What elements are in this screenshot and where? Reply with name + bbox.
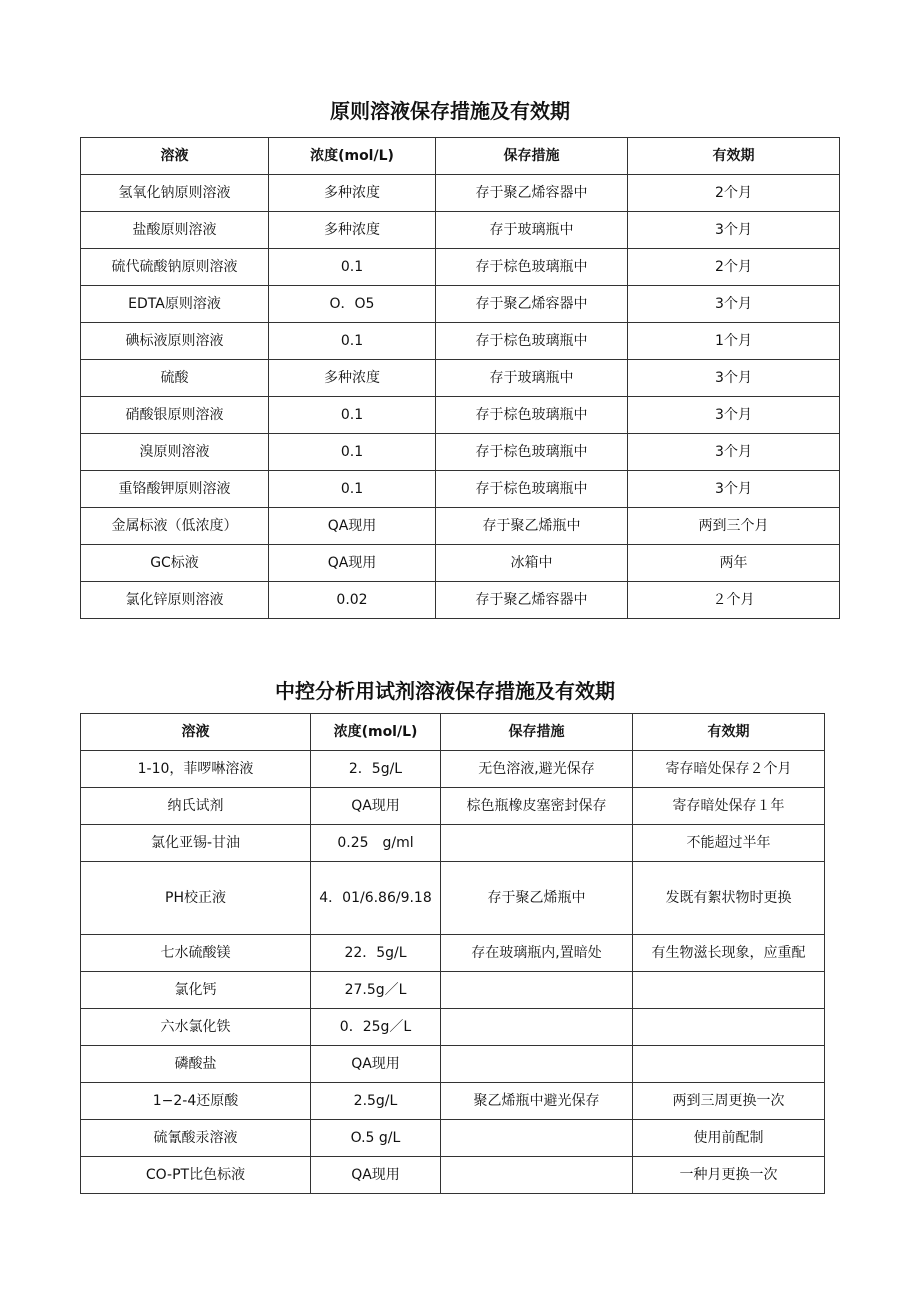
cell-solution: 氯化锌原则溶液 — [81, 582, 269, 619]
cell-storage: 存于聚乙烯容器中 — [436, 175, 628, 212]
cell-storage: 存于聚乙烯瓶中 — [441, 862, 633, 935]
cell-concentration: QA现用 — [311, 788, 441, 825]
cell-solution: 氯化亚锡-甘油 — [81, 825, 311, 862]
table-row — [81, 471, 840, 508]
cell-validity: 两到三周更换一次 — [633, 1083, 825, 1120]
table-row — [81, 545, 840, 582]
cell-storage: 存于棕色玻璃瓶中 — [436, 471, 628, 508]
cell-concentration: 22．5g/L — [311, 935, 441, 972]
table-row — [81, 1083, 825, 1120]
cell-validity: 使用前配制 — [633, 1120, 825, 1157]
table1-title: 原则溶液保存措施及有效期 — [330, 99, 570, 123]
cell-solution: GC标液 — [81, 545, 269, 582]
cell-validity: 两到三个月 — [628, 508, 840, 545]
cell-solution: CO-PT比色标液 — [81, 1157, 311, 1194]
cell-concentration: 多种浓度 — [269, 175, 436, 212]
header-storage: 保存措施 — [441, 714, 633, 751]
cell-concentration: 0.1 — [269, 323, 436, 360]
cell-concentration: 0.1 — [269, 471, 436, 508]
cell-concentration: O.5 g/L — [311, 1120, 441, 1157]
cell-validity: ２个月 — [628, 582, 840, 619]
cell-storage: 存于玻璃瓶中 — [436, 360, 628, 397]
cell-storage: 存于聚乙烯瓶中 — [436, 508, 628, 545]
cell-validity: 2个月 — [628, 175, 840, 212]
header-row — [81, 138, 840, 175]
table-row — [81, 175, 840, 212]
cell-solution: 纳氏试剂 — [81, 788, 311, 825]
cell-solution: 金属标液（低浓度） — [81, 508, 269, 545]
cell-concentration: 2.5g/L — [311, 1083, 441, 1120]
cell-storage — [441, 1009, 633, 1046]
cell-storage: 聚乙烯瓶中避光保存 — [441, 1083, 633, 1120]
cell-solution: 氢氧化钠原则溶液 — [81, 175, 269, 212]
cell-validity: 寄存暗处保存１年 — [633, 788, 825, 825]
table-row — [81, 862, 825, 935]
cell-storage: 存于玻璃瓶中 — [436, 212, 628, 249]
header-concentration: 浓度(mol/L) — [311, 714, 441, 751]
table-row — [81, 249, 840, 286]
cell-concentration: 0.25 g/ml — [311, 825, 441, 862]
reagent-solution-table — [80, 713, 825, 1194]
table-row — [81, 434, 840, 471]
cell-validity: 不能超过半年 — [633, 825, 825, 862]
cell-concentration: 多种浓度 — [269, 360, 436, 397]
table-row — [81, 1009, 825, 1046]
cell-solution: 1−2-4还原酸 — [81, 1083, 311, 1120]
cell-storage — [441, 1157, 633, 1194]
cell-solution: 重铬酸钾原则溶液 — [81, 471, 269, 508]
cell-concentration: QA现用 — [269, 508, 436, 545]
cell-solution: 1-10，菲啰啉溶液 — [81, 751, 311, 788]
table-row — [81, 1120, 825, 1157]
cell-storage — [441, 1120, 633, 1157]
table-row — [81, 825, 825, 862]
cell-validity: 1个月 — [628, 323, 840, 360]
cell-validity: 3个月 — [628, 286, 840, 323]
standard-solution-table — [80, 137, 840, 619]
cell-validity — [633, 1009, 825, 1046]
cell-validity: 3个月 — [628, 212, 840, 249]
cell-validity: 3个月 — [628, 434, 840, 471]
cell-validity: 一种月更换一次 — [633, 1157, 825, 1194]
cell-solution: 硫氰酸汞溶液 — [81, 1120, 311, 1157]
cell-concentration: O．O5 — [269, 286, 436, 323]
cell-concentration: QA现用 — [269, 545, 436, 582]
cell-concentration: 0.1 — [269, 434, 436, 471]
header-storage: 保存措施 — [436, 138, 628, 175]
header-validity: 有效期 — [628, 138, 840, 175]
cell-storage: 棕色瓶橡皮塞密封保存 — [441, 788, 633, 825]
cell-solution: 七水硫酸镁 — [81, 935, 311, 972]
cell-solution: EDTA原则溶液 — [81, 286, 269, 323]
cell-solution: 硫代硫酸钠原则溶液 — [81, 249, 269, 286]
cell-storage: 存于棕色玻璃瓶中 — [436, 434, 628, 471]
header-concentration: 浓度(mol/L) — [269, 138, 436, 175]
cell-storage — [441, 1046, 633, 1083]
table-row — [81, 972, 825, 1009]
header-solution: 溶液 — [81, 138, 269, 175]
cell-concentration: QA现用 — [311, 1046, 441, 1083]
cell-storage: 存于棕色玻璃瓶中 — [436, 249, 628, 286]
cell-concentration: 0.02 — [269, 582, 436, 619]
cell-storage: 存于聚乙烯容器中 — [436, 286, 628, 323]
cell-storage — [441, 972, 633, 1009]
cell-validity: 两年 — [628, 545, 840, 582]
cell-solution: 盐酸原则溶液 — [81, 212, 269, 249]
cell-storage: 存于棕色玻璃瓶中 — [436, 323, 628, 360]
header-solution: 溶液 — [81, 714, 311, 751]
cell-storage: 存于棕色玻璃瓶中 — [436, 397, 628, 434]
table-row — [81, 935, 825, 972]
cell-concentration: 27.5g／L — [311, 972, 441, 1009]
table-row — [81, 582, 840, 619]
cell-storage: 冰箱中 — [436, 545, 628, 582]
cell-validity — [633, 1046, 825, 1083]
table-row — [81, 397, 840, 434]
table-row — [81, 1046, 825, 1083]
cell-storage: 存在玻璃瓶内,置暗处 — [441, 935, 633, 972]
cell-solution: 碘标液原则溶液 — [81, 323, 269, 360]
cell-solution: 硝酸银原则溶液 — [81, 397, 269, 434]
cell-solution: 磷酸盐 — [81, 1046, 311, 1083]
cell-validity: 3个月 — [628, 397, 840, 434]
cell-validity: 3个月 — [628, 471, 840, 508]
cell-concentration: 0.1 — [269, 249, 436, 286]
table-row — [81, 508, 840, 545]
table-row — [81, 751, 825, 788]
cell-concentration: 0．25g／L — [311, 1009, 441, 1046]
cell-solution: PH校正液 — [81, 862, 311, 935]
table-row — [81, 323, 840, 360]
cell-validity: 2个月 — [628, 249, 840, 286]
cell-concentration: 0.1 — [269, 397, 436, 434]
cell-validity: 3个月 — [628, 360, 840, 397]
table-row — [81, 788, 825, 825]
cell-storage: 存于聚乙烯容器中 — [436, 582, 628, 619]
cell-concentration: QA现用 — [311, 1157, 441, 1194]
cell-validity: 发既有絮状物时更换 — [633, 862, 825, 935]
cell-storage — [441, 825, 633, 862]
table-row — [81, 1157, 825, 1194]
header-validity: 有效期 — [633, 714, 825, 751]
table-row — [81, 212, 840, 249]
table-row — [81, 360, 840, 397]
cell-concentration: 多种浓度 — [269, 212, 436, 249]
cell-solution: 硫酸 — [81, 360, 269, 397]
cell-concentration: 4．01/6.86/9.18 — [311, 862, 441, 935]
cell-solution: 溴原则溶液 — [81, 434, 269, 471]
table-row — [81, 286, 840, 323]
cell-validity: 有生物滋长现象，应重配 — [633, 935, 825, 972]
table2-title: 中控分析用试剂溶液保存措施及有效期 — [275, 679, 615, 703]
cell-concentration: 2．5g/L — [311, 751, 441, 788]
cell-solution: 氯化钙 — [81, 972, 311, 1009]
cell-validity — [633, 972, 825, 1009]
cell-storage: 无色溶液,避光保存 — [441, 751, 633, 788]
cell-solution: 六水氯化铁 — [81, 1009, 311, 1046]
header-row — [81, 714, 825, 751]
cell-validity: 寄存暗处保存２个月 — [633, 751, 825, 788]
